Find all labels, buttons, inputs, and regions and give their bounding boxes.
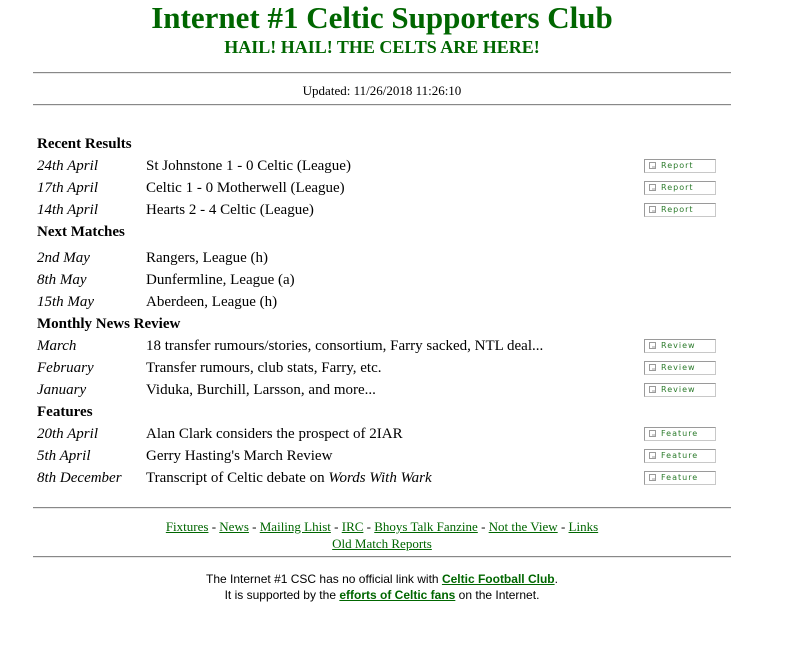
result-text: St Johnstone 1 - 0 Celtic (League) xyxy=(146,158,351,174)
report-button-label: Report xyxy=(661,205,694,214)
footer-link-celtic-fans[interactable]: efforts of Celtic fans xyxy=(339,588,456,602)
nav-divider-bottom xyxy=(33,556,731,558)
news-summary: Transfer rumours, club stats, Farry, etc. xyxy=(146,360,382,376)
match-date: 8th May xyxy=(37,272,87,288)
news-summary: 18 transfer rumours/stories, consortium, Farry sacked, NTL deal... xyxy=(146,338,544,354)
nav-separator: - xyxy=(330,519,342,534)
footer-link-celtic-fc[interactable]: Celtic Football Club xyxy=(441,572,555,586)
match-text: Aberdeen, League (h) xyxy=(146,294,278,310)
section-title-features: Features xyxy=(37,404,93,420)
review-button[interactable] xyxy=(644,339,716,353)
feature-button[interactable] xyxy=(644,427,716,441)
news-month: March xyxy=(37,338,77,354)
broken-image-icon xyxy=(649,162,656,169)
broken-image-icon xyxy=(649,342,656,349)
result-date: 14th April xyxy=(37,202,98,218)
nav-link-links[interactable]: Links xyxy=(568,519,599,534)
nav-link-news[interactable]: News xyxy=(219,519,249,534)
broken-image-icon xyxy=(649,386,656,393)
nav-separator: - xyxy=(557,519,569,534)
news-month: January xyxy=(37,382,87,398)
nav-link-old-match-reports[interactable]: Old Match Reports xyxy=(332,536,432,551)
nav-separator: - xyxy=(477,519,489,534)
site-title: Internet #1 Celtic Supporters Club xyxy=(151,0,613,35)
report-button[interactable] xyxy=(644,181,716,195)
nav-link-bhoys-talk-fanzine[interactable]: Bhoys Talk Fanzine xyxy=(374,519,478,534)
nav-separator: - xyxy=(208,519,220,534)
match-date: 15th May xyxy=(37,294,95,310)
feature-title: Alan Clark considers the prospect of 2IAR xyxy=(146,426,403,442)
feature-button-label: Feature xyxy=(661,451,699,460)
match-text: Dunfermline, League (a) xyxy=(146,272,295,288)
section-title-monthly-news: Monthly News Review xyxy=(37,316,181,332)
feature-title-emphasis: Words With Wark xyxy=(328,470,432,486)
news-month: February xyxy=(37,360,94,376)
footer-line-1 xyxy=(33,571,731,587)
result-text: Hearts 2 - 4 Celtic (League) xyxy=(146,202,314,218)
report-button-label: Report xyxy=(661,161,694,170)
site-subtitle: HAIL! HAIL! THE CELTS ARE HERE! xyxy=(224,37,540,57)
feature-button[interactable] xyxy=(644,471,716,485)
updated-timestamp: Updated: 11/26/2018 11:26:10 xyxy=(302,83,462,98)
report-button[interactable] xyxy=(644,159,716,173)
report-button-label: Report xyxy=(661,183,694,192)
match-text: Rangers, League (h) xyxy=(146,250,269,266)
feature-title xyxy=(146,469,432,487)
footer xyxy=(33,571,731,603)
footer-line-2 xyxy=(33,587,731,603)
result-date: 17th April xyxy=(37,180,98,196)
feature-button-label: Feature xyxy=(661,429,699,438)
broken-image-icon xyxy=(649,206,656,213)
nav-divider-top xyxy=(33,507,731,509)
news-summary: Viduka, Burchill, Larsson, and more... xyxy=(146,382,376,398)
footer-text: The Internet #1 CSC has no official link with xyxy=(206,572,442,586)
nav-link-not-the-view[interactable]: Not the View xyxy=(488,519,558,534)
broken-image-icon xyxy=(649,474,656,481)
section-title-next-matches: Next Matches xyxy=(37,224,125,240)
bottom-nav xyxy=(33,518,731,552)
review-button-label: Review xyxy=(661,341,696,350)
review-button[interactable] xyxy=(644,361,716,375)
feature-title-text: Transcript of Celtic debate on xyxy=(146,470,329,486)
nav-link-fixtures[interactable]: Fixtures xyxy=(165,519,209,534)
feature-date: 20th April xyxy=(37,426,98,442)
nav-separator: - xyxy=(248,519,260,534)
review-button-label: Review xyxy=(661,385,696,394)
feature-title: Gerry Hasting's March Review xyxy=(146,448,333,464)
feature-button-label: Feature xyxy=(661,473,699,482)
broken-image-icon xyxy=(649,184,656,191)
footer-text: on the Internet. xyxy=(455,588,540,602)
feature-date: 8th December xyxy=(37,470,122,486)
match-date: 2nd May xyxy=(37,250,90,266)
top-divider xyxy=(33,72,731,74)
updated-divider xyxy=(33,104,731,106)
review-button-label: Review xyxy=(661,363,696,372)
broken-image-icon xyxy=(649,430,656,437)
feature-date: 5th April xyxy=(37,448,91,464)
footer-text: . xyxy=(554,572,558,586)
footer-text: It is supported by the xyxy=(224,588,340,602)
section-title-recent-results: Recent Results xyxy=(37,136,132,152)
result-text: Celtic 1 - 0 Motherwell (League) xyxy=(146,180,345,196)
nav-link-mailing-list[interactable]: Mailing Lhist xyxy=(259,519,331,534)
broken-image-icon xyxy=(649,364,656,371)
feature-button[interactable] xyxy=(644,449,716,463)
nav-separator: - xyxy=(363,519,375,534)
report-button[interactable] xyxy=(644,203,716,217)
review-button[interactable] xyxy=(644,383,716,397)
result-date: 24th April xyxy=(37,158,98,174)
nav-link-irc[interactable]: IRC xyxy=(341,519,364,534)
broken-image-icon xyxy=(649,452,656,459)
